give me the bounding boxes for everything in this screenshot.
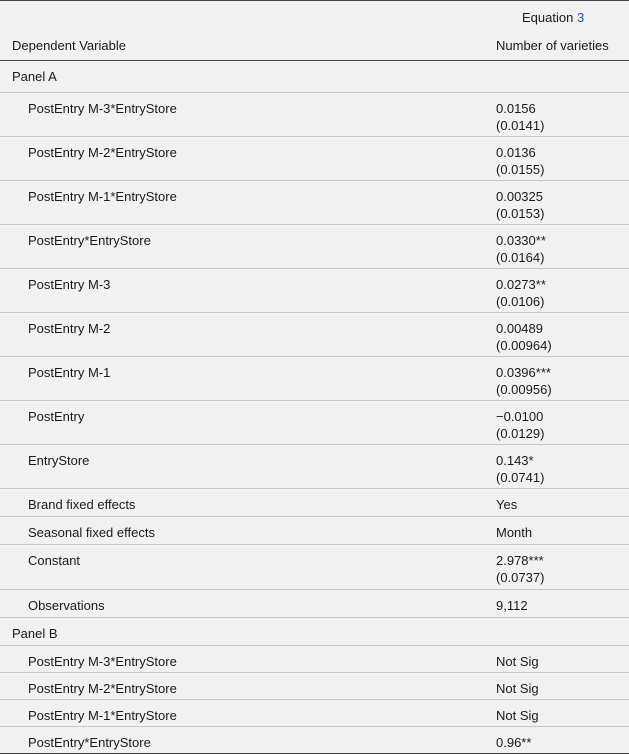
row-value: Not Sig bbox=[496, 654, 539, 669]
coef: 0.0330** bbox=[496, 233, 546, 248]
table-row bbox=[0, 401, 629, 445]
row-label: PostEntry M-1*EntryStore bbox=[28, 708, 177, 723]
std-error: (0.0129) bbox=[496, 426, 545, 441]
row-label: PostEntry M-3 bbox=[28, 277, 111, 292]
row-label: PostEntry M-3*EntryStore bbox=[28, 101, 177, 116]
table-row bbox=[0, 181, 629, 225]
row-label: Observations bbox=[28, 598, 105, 613]
table-row bbox=[0, 489, 629, 517]
row-value bbox=[496, 276, 546, 310]
row-label: Constant bbox=[28, 553, 81, 568]
coef: −0.0100 bbox=[496, 409, 544, 424]
panel-b-row bbox=[0, 618, 629, 646]
table-row bbox=[0, 313, 629, 357]
std-error: (0.00956) bbox=[496, 382, 552, 397]
std-error: (0.00964) bbox=[496, 338, 552, 353]
row-label: Brand fixed effects bbox=[28, 497, 136, 512]
row-label: PostEntry M-2*EntryStore bbox=[28, 145, 177, 160]
coef: 0.00325 bbox=[496, 189, 543, 204]
coef: 0.0273** bbox=[496, 277, 546, 292]
table-header bbox=[0, 0, 629, 61]
row-label: PostEntry bbox=[28, 409, 85, 424]
row-value: 9,112 bbox=[496, 598, 528, 613]
coef: 2.978*** bbox=[496, 553, 544, 568]
table-row bbox=[0, 357, 629, 401]
row-value bbox=[496, 144, 544, 178]
row-value bbox=[496, 188, 544, 222]
table-row bbox=[0, 137, 629, 181]
coef: 0.0396*** bbox=[496, 365, 551, 380]
row-label: PostEntry*EntryStore bbox=[28, 233, 151, 248]
table-row bbox=[0, 727, 629, 754]
equation-label bbox=[522, 10, 584, 25]
row-label: PostEntry M-3*EntryStore bbox=[28, 654, 177, 669]
row-label: Seasonal fixed effects bbox=[28, 525, 155, 540]
std-error: (0.0155) bbox=[496, 162, 545, 177]
row-value bbox=[496, 232, 546, 266]
row-value: 0.96** bbox=[496, 735, 532, 750]
table-row bbox=[0, 646, 629, 673]
std-error: (0.0153) bbox=[496, 206, 545, 221]
table-row bbox=[0, 225, 629, 269]
equation-prefix: Equation bbox=[522, 10, 577, 25]
row-value bbox=[496, 364, 552, 398]
coef: 0.0136 bbox=[496, 145, 536, 160]
row-value bbox=[496, 452, 544, 486]
row-value: Yes bbox=[496, 497, 518, 512]
row-value: Month bbox=[496, 525, 533, 540]
table-row bbox=[0, 545, 629, 590]
table-row bbox=[0, 673, 629, 700]
panel-a-row bbox=[0, 61, 629, 93]
row-label: PostEntry M-1*EntryStore bbox=[28, 189, 177, 204]
coef: 0.00489 bbox=[496, 321, 543, 336]
row-label: PostEntry M-2 bbox=[28, 321, 111, 336]
table-row bbox=[0, 517, 629, 545]
row-label: PostEntry*EntryStore bbox=[28, 735, 151, 750]
row-value bbox=[496, 100, 544, 134]
coef: 0.0156 bbox=[496, 101, 536, 116]
panel-b-title: Panel B bbox=[12, 626, 58, 641]
table-row bbox=[0, 445, 629, 489]
dependent-variable-heading: Dependent Variable bbox=[12, 38, 126, 53]
row-label: PostEntry M-2*EntryStore bbox=[28, 681, 177, 696]
std-error: (0.0164) bbox=[496, 250, 545, 265]
equation-link[interactable]: 3 bbox=[576, 10, 585, 25]
table-row bbox=[0, 93, 629, 137]
column-heading: Number of varieties bbox=[496, 38, 609, 53]
table-row bbox=[0, 700, 629, 727]
row-value bbox=[496, 408, 544, 442]
std-error: (0.0741) bbox=[496, 470, 545, 485]
panel-a-title: Panel A bbox=[12, 69, 57, 84]
table-row bbox=[0, 590, 629, 618]
row-value bbox=[496, 320, 552, 354]
row-value bbox=[496, 552, 544, 586]
row-value: Not Sig bbox=[496, 681, 539, 696]
row-label: EntryStore bbox=[28, 453, 90, 468]
std-error: (0.0106) bbox=[496, 294, 545, 309]
std-error: (0.0141) bbox=[496, 118, 545, 133]
row-value: Not Sig bbox=[496, 708, 539, 723]
table-row bbox=[0, 269, 629, 313]
std-error: (0.0737) bbox=[496, 570, 545, 585]
coef: 0.143* bbox=[496, 453, 534, 468]
row-label: PostEntry M-1 bbox=[28, 365, 111, 380]
